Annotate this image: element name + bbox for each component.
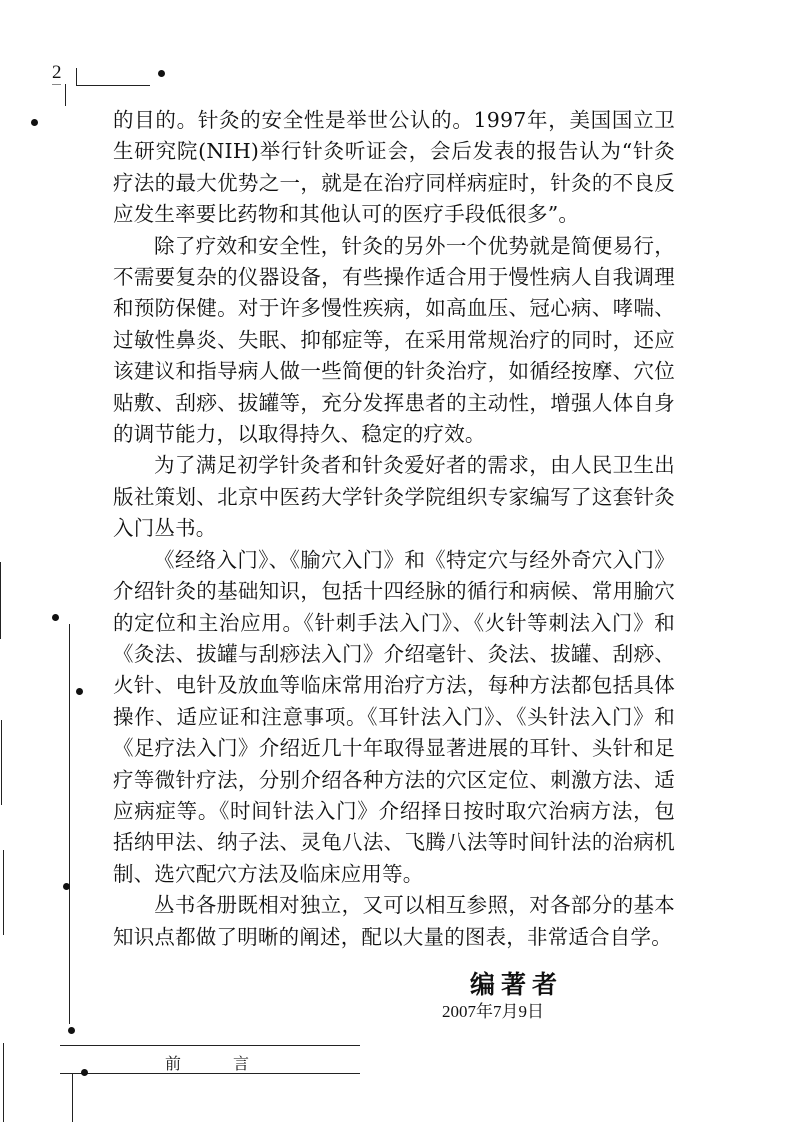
paragraph: 除了疗效和安全性，针灸的另外一个优势就是简便易行，不需要复杂的仪器设备，有些操作适合用于慢性病人自我调理和预防保健。对于许多慢性疾病，如高血压、冠心病、哮喘、过敏性鼻炎、失眠、抑郁症等，在采用常规治疗的同时，还应该建议和指导病人做一些简便的针灸治疗，如循经按摩、穴位贴敷、刮痧、拔罐等，充分发挥患者的主动性，增强人体自身的调节能力，以取得持久、稳定的疗效。 [113,233,675,447]
margin-line [1,720,2,805]
margin-dot [63,883,70,890]
footer-vertical-line [72,1074,73,1122]
preface-body [113,105,675,953]
paragraph: 《经络入门》、《腧穴入门》和《特定穴与经外奇穴入门》介绍针灸的基础知识，包括十四经脉的循行和病候、常用腧穴的定位和主治应用。《针刺手法入门》、《火针等刺法入门》和《灸法、拔罐与刮痧法入门》介绍毫针、灸法、拔罐、刮痧、火针、电针及放血等临床常用治疗方法，每种方法都包括具体操作、适应证和注意事项。《耳针法入门》、《头针法入门》和《足疗法入门》介绍近几十年取得显著进展的耳针、头针和足疗等微针疗法，分别介绍各种方法的穴区定位、刺激方法、适应病症等。《时间针法入门》介绍择日按时取穴治病方法，包括纳甲法、纳子法、灵龟八法、飞腾八法等时间针法的治病机制、选穴配穴方法及临床应用等。 [113,547,675,886]
page-number: 2 [52,62,62,83]
footer-label-right: 言 [233,1054,250,1073]
margin-line [3,1043,4,1122]
margin-line [3,850,4,935]
paragraph: 的目的。针灸的安全性是举世公认的。1997年，美国国立卫生研究院(NIH)举行针灸听证会，会后发表的报告认为“针灸疗法的最大优势之一，就是在治疗同样病症时，针灸的不良反应发生率要比药物和其他认可的医疗手段低很多”。 [113,108,675,227]
margin-dot [68,1027,75,1034]
margin-dot [52,614,59,621]
margin-dot [76,688,83,695]
header-rule [76,85,150,86]
paragraph: 丛书各册既相对独立，又可以相互参照，对各部分的基本知识点都做了明晰的阐述，配以大量的图表，非常适合自学。 [113,893,675,949]
footer-label-left: 前 [165,1054,182,1073]
header-rule-tick [76,68,77,86]
margin-vertical-line [69,624,70,1024]
corner-mark [52,84,61,85]
margin-dot [31,119,38,126]
footer-top-rule [60,1045,360,1046]
paragraph: 为了满足初学针灸者和针灸爱好者的需求，由人民卫生出版社策划、北京中医药大学针灸学院组织专家编写了这套针灸入门丛书。 [113,453,675,541]
footer-bottom-rule [60,1073,360,1074]
margin-dot [81,1069,88,1076]
margin-dot [158,70,165,77]
corner-mark-line [65,84,66,106]
margin-line [0,562,1,639]
signature-date: 2007年7月9日 [442,1002,544,1021]
author-signature: 编著者 [470,970,564,999]
